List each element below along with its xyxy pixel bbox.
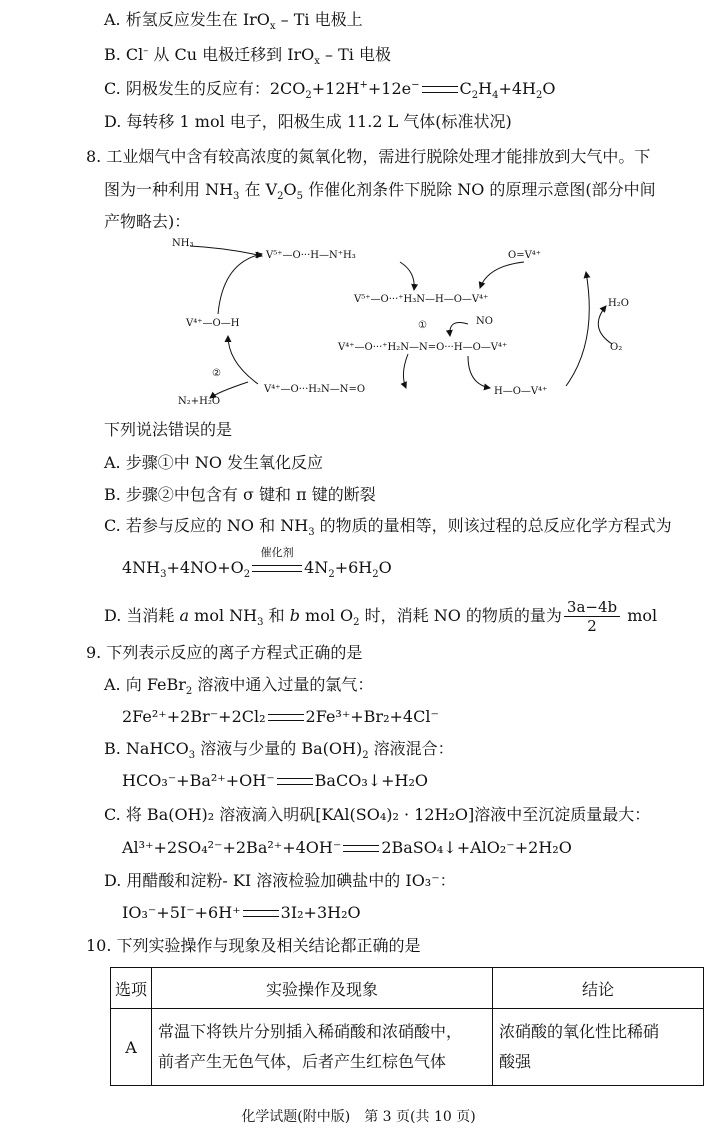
arrow-o2-h2o (598, 306, 612, 344)
header-option: 选项 (111, 968, 152, 1009)
label-o2: O₂ (610, 342, 623, 353)
q8-option-d: D. 当消耗 a mol $NH_3$ 和 b mol $O_2$ 时，消耗 NO 的物质的量为 $\frac{3a-4b}{2}$ mol (104, 598, 658, 635)
q9-option-d: D. 用醋酸和淀粉- KI 溶液检验加碘盐中的 IO₃⁻： (104, 871, 456, 890)
q9-option-c: C. 将 Ba(OH)₂ 溶液滴入明矾[KAl(SO₄)₂ · 12H₂O]溶液中至沉淀质量最大： (104, 805, 651, 824)
label-right-top: O=V⁴⁺ (508, 250, 542, 261)
label-h2o-right: H₂O (608, 298, 629, 309)
header-conclusion: 结论 (493, 968, 704, 1009)
arrow-left-up (218, 254, 262, 314)
label-n2-h2o: N₂+H₂O (178, 396, 221, 407)
label-bottom-mid: V⁴⁺—O···H₂N—N=O (264, 384, 366, 395)
header-operation: 实验操作及现象 (152, 968, 493, 1009)
label-no: NO (476, 316, 493, 327)
page-footer: 化学试题(附中版) 第 3 页(共 10 页) (241, 1109, 476, 1125)
arrow-bottom-left-up (228, 336, 258, 384)
q8-overall-equation: $4NH_3+4NO+O_2$ 催化剂 $4N_2+6H_2O$ (122, 546, 392, 581)
q9-option-b: B. NaHCO$_3$ 溶液与少量的 $Ba(OH)_2$ 溶液混合： (104, 739, 454, 762)
q7-option-d: D. 每转移 1 mol 电子，阳极生成 11.2 L 气体(标准状况) (104, 112, 512, 131)
row-conclusion: 浓硝酸的氧化性比稀硝 酸强 (493, 1009, 704, 1086)
arrow-right-up (566, 272, 589, 386)
label-nh3: NH₃ (172, 238, 194, 249)
label-left-mid: V⁴⁺—O—H (186, 318, 240, 329)
q9-equation-c: Al³⁺+2SO₄²⁻+2Ba²⁺+4OH⁻ 2BaSO₄↓+AlO₂⁻+2H₂O (122, 838, 572, 857)
label-step1: ① (418, 320, 427, 331)
q9-stem: 9. 下列表示反应的离子方程式正确的是 (86, 643, 363, 662)
q8-lead: 下列说法错误的是 (104, 420, 233, 439)
arrow-to-bottom-right (468, 356, 490, 388)
q9-equation-a: 2Fe²⁺+2Br⁻+2Cl₂ 2Fe³⁺+Br₂+4Cl⁻ (122, 707, 439, 726)
table-header-row (111, 968, 704, 1009)
q9-equation-b: HCO₃⁻+Ba²⁺+OH⁻ BaCO₃↓+H₂O (122, 771, 429, 790)
q8-option-c: C. 若参与反应的 NO 和 $NH_3$ 的物质的量相等，则该过程的总反应化学方程式为 (104, 516, 672, 539)
q8-stem-line2: 图为一种利用 $NH_3$ 在 $V_2O_5$ 作催化剂条件下脱除 NO 的原理示意图(部分中间 (104, 180, 656, 203)
arrow-mid-down (403, 354, 408, 388)
label-step2: ② (212, 368, 221, 379)
q8-stem-line3: 产物略去)： (104, 212, 191, 231)
arrow-nh3-in (190, 246, 262, 256)
q7-option-a: A. 析氢反应发生在 IrO$_x$ – Ti 电极上 (104, 10, 363, 33)
q8-stem-line1: 8. 工业烟气中含有较高浓度的氮氧化物，需进行脱除处理才能排放到大气中。下 (86, 147, 651, 166)
q9-equation-d: IO₃⁻+5I⁻+6H⁺ 3I₂+3H₂O (122, 903, 361, 922)
q8-option-a: A. 步骤①中 NO 发生氧化反应 (104, 453, 324, 472)
arrow-no-in (450, 323, 468, 337)
row-option: A (111, 1009, 152, 1086)
q9-option-a: A. 向 FeBr$_2$ 溶液中通入过量的氯气： (104, 675, 374, 698)
q7-option-c: C. 阴极发生的反应有：$2CO_2+12H^++12e^-$ $C_2H_4+4H_2O$ (104, 79, 556, 102)
label-mid-lower: V⁴⁺—O···⁺H₂N—N=O···H—O—V⁴⁺ (338, 342, 508, 353)
table-row (111, 1009, 704, 1086)
row-operation: 常温下将铁片分别插入稀硝酸和浓硝酸中， 前者产生无色气体，后者产生红棕色气体 (152, 1009, 493, 1086)
q10-stem: 10. 下列实验操作与现象及相关结论都正确的是 (86, 936, 421, 955)
label-top-complex: V⁵⁺—O···H—N⁺H₃ (266, 250, 356, 261)
q7-option-b: B. Cl– 从 Cu 电极迁移到 IrO$_x$ – Ti 电极 (104, 45, 391, 68)
arrow-right-top-left (480, 262, 524, 288)
catalytic-cycle-diagram (168, 232, 648, 410)
q8-option-b: B. 步骤②中包含有 σ 键和 π 键的断裂 (104, 485, 376, 504)
q10-table (110, 967, 704, 1086)
label-mid-upper: V⁵⁺—O···⁺H₃N—H—O—V⁴⁺ (354, 294, 489, 305)
label-bottom-right: H—O—V⁴⁺ (494, 386, 548, 397)
arrow-top-down (400, 262, 414, 290)
